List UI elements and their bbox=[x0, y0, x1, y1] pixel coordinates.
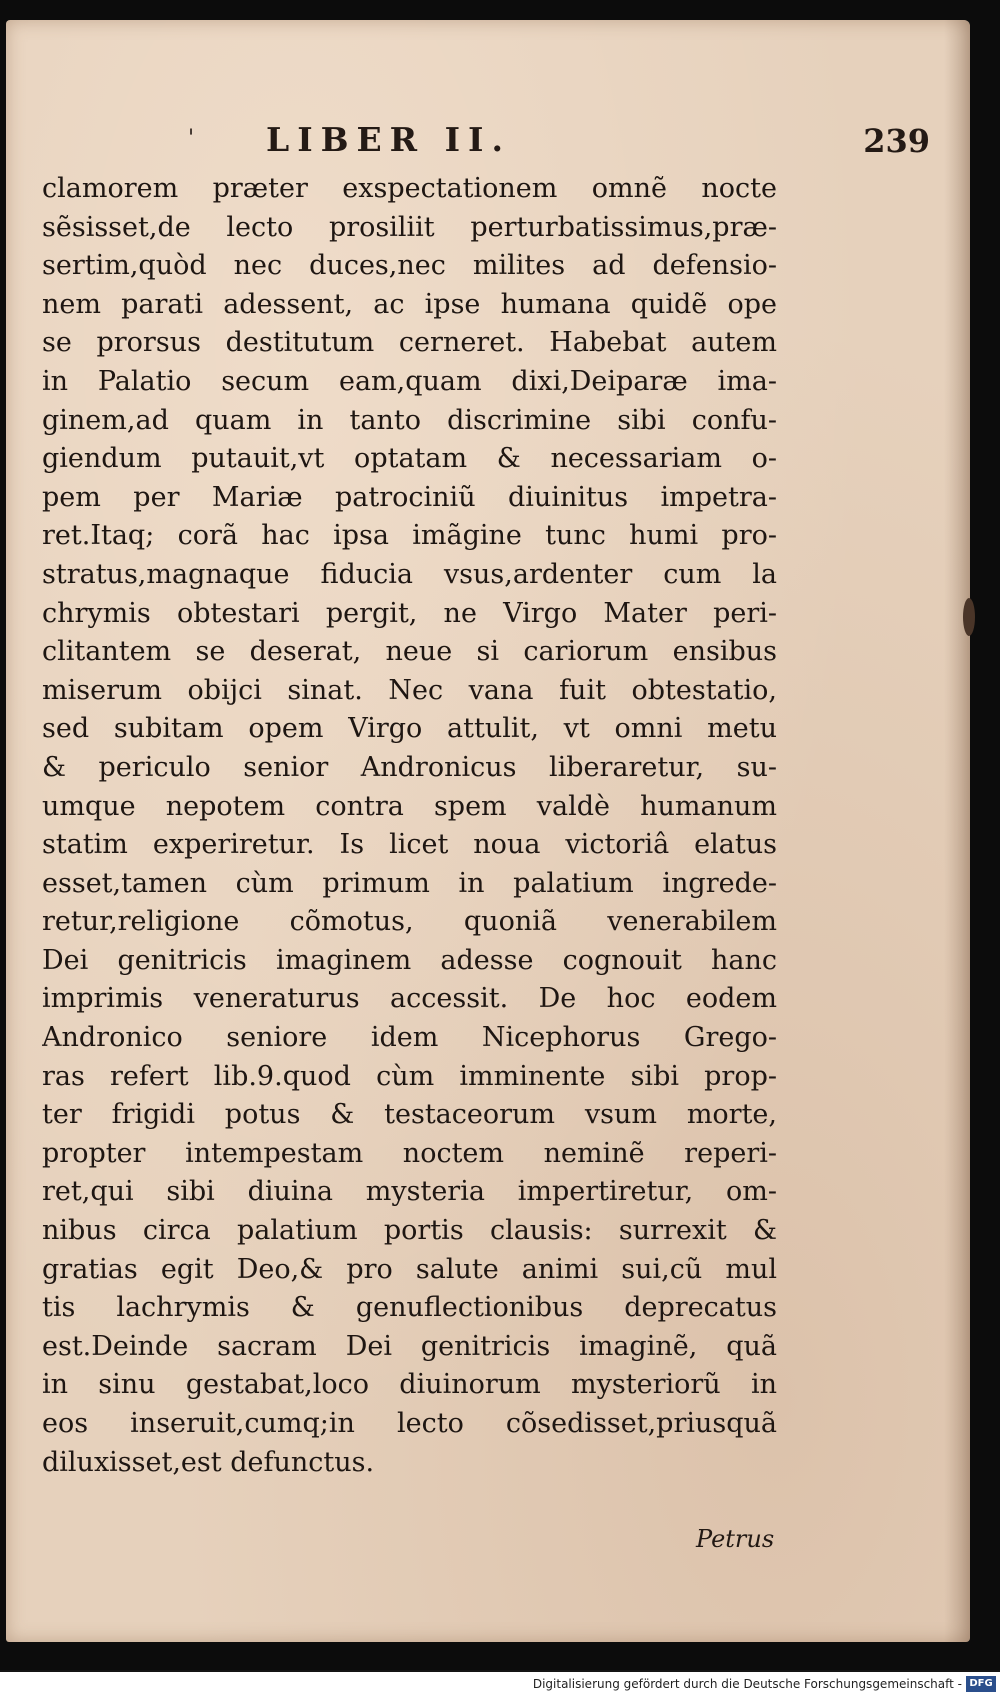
text-line: & periculo senior Andronicus liberaretur, su- bbox=[42, 751, 777, 783]
text-line: est.Deinde sacram Dei genitricis imaginẽ, quã bbox=[42, 1330, 777, 1362]
text-line: nibus circa palatium portis clausis: surrexit & bbox=[42, 1215, 777, 1247]
text-line: ret.Itaq; corã hac ipsa imãgine tunc humi pro- bbox=[42, 520, 777, 552]
text-line: propter intempestam noctem neminẽ reperi- bbox=[42, 1137, 777, 1169]
text-line: tis lachrymis & genuflectionibus deprecatus bbox=[42, 1292, 777, 1324]
text-line: sẽsisset,de lecto prosiliit perturbatissimus,præ- bbox=[42, 211, 777, 243]
text-block bbox=[42, 170, 777, 1482]
text-line: stratus,magnaque fiducia vsus,ardenter cum la bbox=[42, 558, 777, 590]
text-line: clamorem præter exspectationem omnẽ nocte bbox=[42, 173, 777, 204]
page-header bbox=[36, 120, 930, 170]
text-line: ras refert lib.9.quod cùm imminente sibi prop- bbox=[42, 1060, 777, 1092]
text-line: ter frigidi potus & testaceorum vsum morte, bbox=[42, 1099, 777, 1131]
text-line: ret,qui sibi diuina mysteria impertiretur, om- bbox=[42, 1176, 777, 1208]
text-line: retur,religione cõmotus, quoniã venerabilem bbox=[42, 906, 777, 938]
text-line: in Palatio secum eam,quam dixi,Deiparæ ima- bbox=[42, 365, 777, 397]
text-line: se prorsus destitutum cerneret. Habebat autem bbox=[42, 327, 777, 359]
text-line: imprimis veneraturus accessit. De hoc eodem bbox=[42, 983, 777, 1015]
text-line: sed subitam opem Virgo attulit, vt omni metu bbox=[42, 713, 777, 745]
text-line: umque nepotem contra spem valdè humanum bbox=[42, 790, 777, 822]
page-stain bbox=[963, 598, 975, 636]
text-line: clitantem se deserat, neue si cariorum ensibus bbox=[42, 636, 777, 668]
text-line: giendum putauit,vt optatam & necessariam o- bbox=[42, 443, 777, 475]
text-line: sertim,quòd nec duces,nec milites ad defensio- bbox=[42, 250, 777, 282]
running-head: LIBER II. bbox=[266, 120, 511, 159]
text-line: nem parati adessent, ac ipse humana quidẽ ope bbox=[42, 288, 777, 320]
funding-credit: Digitalisierung gefördert durch die Deutsche Forschungsgemeinschaft - bbox=[532, 1677, 962, 1691]
catchword: Petrus bbox=[696, 1525, 775, 1553]
text-line: gratias egit Deo,& pro salute animi sui,cũ mul bbox=[42, 1253, 777, 1285]
digitization-footer bbox=[0, 1672, 1000, 1698]
dfg-logo: DFG bbox=[966, 1676, 996, 1692]
text-line: Dei genitricis imaginem adesse cognouit hanc bbox=[42, 944, 777, 976]
text-line-last: diluxisset,est defunctus. bbox=[42, 1446, 375, 1478]
text-line: miserum obijci sinat. Nec vana fuit obtestatio, bbox=[42, 674, 777, 706]
text-line: chrymis obtestari pergit, ne Virgo Mater peri- bbox=[42, 597, 777, 629]
text-line: statim experiretur. Is licet noua victoriâ elatus bbox=[42, 829, 777, 861]
text-line: eos inseruit,cumq;in lecto cõsedisset,priusquã bbox=[42, 1408, 777, 1439]
text-line: Andronico seniore idem Nicephorus Grego- bbox=[42, 1022, 777, 1054]
book-page bbox=[6, 20, 970, 1642]
text-line: ginem,ad quam in tanto discrimine sibi confu- bbox=[42, 404, 777, 436]
page-edge-shadow bbox=[944, 20, 970, 1642]
folio-number: 239 bbox=[863, 122, 930, 160]
text-line: in sinu gestabat,loco diuinorum mysteriorũ in bbox=[42, 1369, 777, 1401]
header-mark: ' bbox=[188, 126, 195, 151]
text-line: esset,tamen cùm primum in palatium ingrede- bbox=[42, 867, 777, 899]
text-line: pem per Mariæ patrociniũ diuinitus impetra- bbox=[42, 481, 777, 513]
